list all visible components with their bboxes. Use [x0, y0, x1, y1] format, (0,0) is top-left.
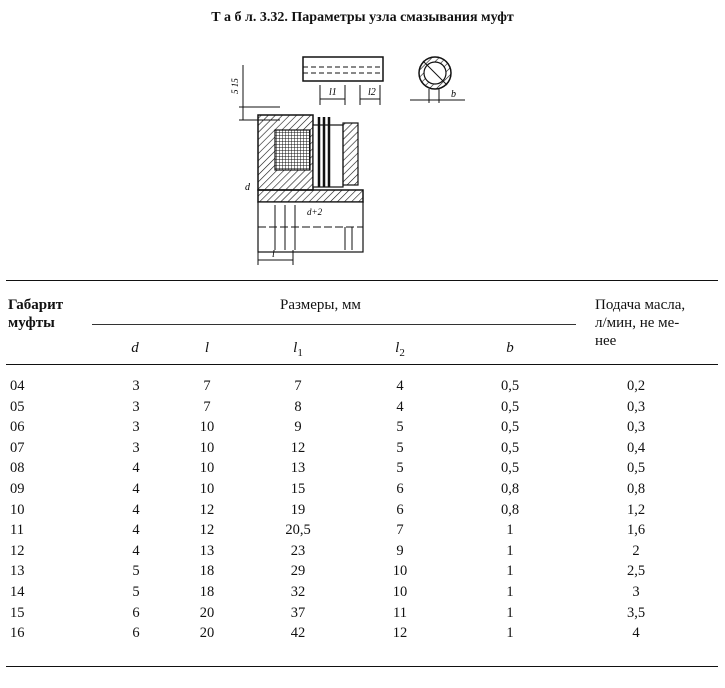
- table-cell: 1: [506, 625, 514, 642]
- table-cell: 4: [396, 378, 404, 394]
- table-cell: 0,2: [626, 378, 646, 394]
- coil-shape: [275, 130, 310, 170]
- table-row: [0, 625, 725, 646]
- dim-l: l: [272, 249, 275, 260]
- table-cell: 08: [10, 460, 25, 477]
- table-row: [0, 419, 725, 440]
- table-cell: 7: [203, 378, 211, 394]
- table-cell: 20: [199, 625, 215, 642]
- table-cell: 11: [10, 522, 24, 539]
- table-row: [0, 481, 725, 502]
- table-cell: 0,5: [626, 460, 646, 477]
- table-cell: 5: [396, 439, 404, 456]
- table-top-rule: [6, 280, 718, 281]
- table-cell: 10: [392, 563, 408, 580]
- table-cell: 1: [506, 522, 514, 539]
- table-cell: 4: [396, 398, 404, 415]
- table-cell: 9: [396, 542, 404, 559]
- table-bottom-rule: [6, 666, 718, 667]
- table-cell: 0,8: [500, 481, 520, 497]
- table-cell: 0,5: [500, 419, 520, 436]
- table-cell: 1: [506, 563, 514, 580]
- dim-d-plus-2: d+2: [307, 207, 323, 217]
- table-cell: 06: [10, 419, 25, 436]
- header-col-size-line1: Габарит: [8, 297, 64, 313]
- table-cell: 0,3: [626, 398, 646, 415]
- table-cell: 0,8: [500, 501, 520, 518]
- table-cell: 1: [506, 604, 514, 621]
- table-cell: 13: [10, 563, 25, 580]
- table-cell: 2: [632, 542, 640, 559]
- table-cell: 0,5: [500, 460, 520, 477]
- table-cell: 0,3: [626, 419, 646, 436]
- table-cell: 20,5: [285, 522, 311, 539]
- table-cell: 05: [10, 398, 25, 415]
- header-oil-line1: Подача масла,: [595, 297, 686, 313]
- table-cell: 5: [396, 460, 404, 477]
- table-cell: 10: [392, 584, 408, 600]
- table-cell: 18: [199, 563, 215, 580]
- table-cell: 0,4: [626, 439, 646, 456]
- table-cell: 12: [199, 501, 215, 518]
- table-row: [0, 460, 725, 481]
- table-row: [0, 399, 725, 420]
- table-row: [0, 563, 725, 584]
- table-cell: 15: [290, 481, 306, 497]
- table-cell: 07: [10, 439, 25, 456]
- table-cell: 23: [290, 542, 306, 559]
- table-row: [0, 584, 725, 605]
- table-cell: 42: [290, 625, 306, 642]
- header-l: l: [204, 340, 210, 356]
- header-bottom-rule: [6, 364, 718, 365]
- table-cell: 4: [132, 501, 140, 518]
- table-cell: 2,5: [626, 563, 646, 580]
- table-cell: 5: [132, 563, 140, 580]
- table-cell: 0,5: [500, 439, 520, 456]
- table-cell: 9: [294, 419, 302, 436]
- table-cell: 1,2: [626, 501, 646, 518]
- coupling-lubrication-drawing: [225, 45, 475, 270]
- shaft-shape: [258, 190, 363, 202]
- table-cell: 3: [132, 439, 140, 456]
- table-cell: 4: [132, 481, 140, 497]
- table-row: [0, 522, 725, 543]
- table-cell: 15: [10, 604, 25, 621]
- table-cell: 12: [290, 439, 306, 456]
- table-cell: 19: [290, 501, 306, 518]
- table-cell: 6: [132, 604, 140, 621]
- table-cell: 0,5: [500, 398, 520, 415]
- table-row: [0, 543, 725, 564]
- dim-l2: l2: [368, 87, 376, 98]
- header-d: d: [131, 340, 139, 356]
- table-cell: 7: [396, 522, 404, 539]
- header-l2: $l_2$: [395, 340, 405, 359]
- table-row: [0, 440, 725, 461]
- table-cell: 12: [392, 625, 408, 642]
- table-cell: 6: [396, 481, 404, 497]
- table-cell: 09: [10, 481, 25, 497]
- dim-offsets: 5 15: [230, 78, 240, 94]
- table-cell: 4: [632, 625, 640, 642]
- table-cell: 8: [294, 398, 302, 415]
- table-caption: Т а б л. 3.32. Параметры узла смазывания муфт: [211, 10, 514, 25]
- dim-b: b: [451, 89, 456, 100]
- table-cell: 04: [10, 378, 25, 394]
- header-b: b: [506, 340, 514, 356]
- header-group-dimensions: Размеры, мм: [280, 297, 361, 313]
- table-cell: 13: [290, 460, 306, 477]
- tube-shape: [303, 57, 383, 81]
- table-row: [0, 378, 725, 399]
- table-row: [0, 502, 725, 523]
- table-cell: 12: [10, 542, 25, 559]
- dim-l1: l1: [329, 87, 337, 98]
- table-cell: 6: [396, 501, 404, 518]
- table-cell: 37: [290, 604, 306, 621]
- table-cell: 3: [632, 584, 640, 600]
- table-cell: 10: [199, 419, 215, 436]
- table-cell: 3,5: [626, 604, 646, 621]
- table-cell: 5: [132, 584, 140, 600]
- table-cell: 7: [294, 378, 302, 394]
- table-cell: 1: [506, 584, 514, 600]
- table-cell: 29: [290, 563, 306, 580]
- table-cell: 3: [132, 378, 140, 394]
- table-cell: 1: [506, 542, 514, 559]
- table-cell: 14: [10, 584, 25, 600]
- table-cell: 4: [132, 542, 140, 559]
- table-cell: 10: [199, 460, 215, 477]
- table-cell: 0,5: [500, 378, 520, 394]
- table-cell: 5: [396, 419, 404, 436]
- table-cell: 20: [199, 604, 215, 621]
- technical-drawing: [225, 45, 475, 270]
- table-cell: 12: [199, 522, 215, 539]
- table-cell: 13: [199, 542, 215, 559]
- header-oil-line3: нее: [595, 333, 617, 349]
- table-cell: 32: [290, 584, 306, 600]
- table-cell: 3: [132, 419, 140, 436]
- table-row: [0, 605, 725, 626]
- table-cell: 16: [10, 625, 25, 642]
- table-cell: 11: [393, 604, 407, 621]
- table-cell: 4: [132, 522, 140, 539]
- table-cell: 10: [10, 501, 25, 518]
- header-group-rule: [92, 324, 576, 325]
- header-l1: $l_1$: [293, 340, 303, 359]
- table-cell: 10: [199, 481, 215, 497]
- header-oil-line2: л/мин, не ме-: [595, 315, 680, 331]
- dim-d: d: [245, 182, 250, 193]
- table-cell: 0,8: [626, 481, 646, 497]
- table-cell: 4: [132, 460, 140, 477]
- table-cell: 6: [132, 625, 140, 642]
- table-cell: 1,6: [626, 522, 646, 539]
- table-cell: 18: [199, 584, 215, 600]
- table-cell: 10: [199, 439, 215, 456]
- table-cell: 3: [132, 398, 140, 415]
- table-cell: 7: [203, 398, 211, 415]
- header-col-size-line2: муфты: [8, 315, 55, 331]
